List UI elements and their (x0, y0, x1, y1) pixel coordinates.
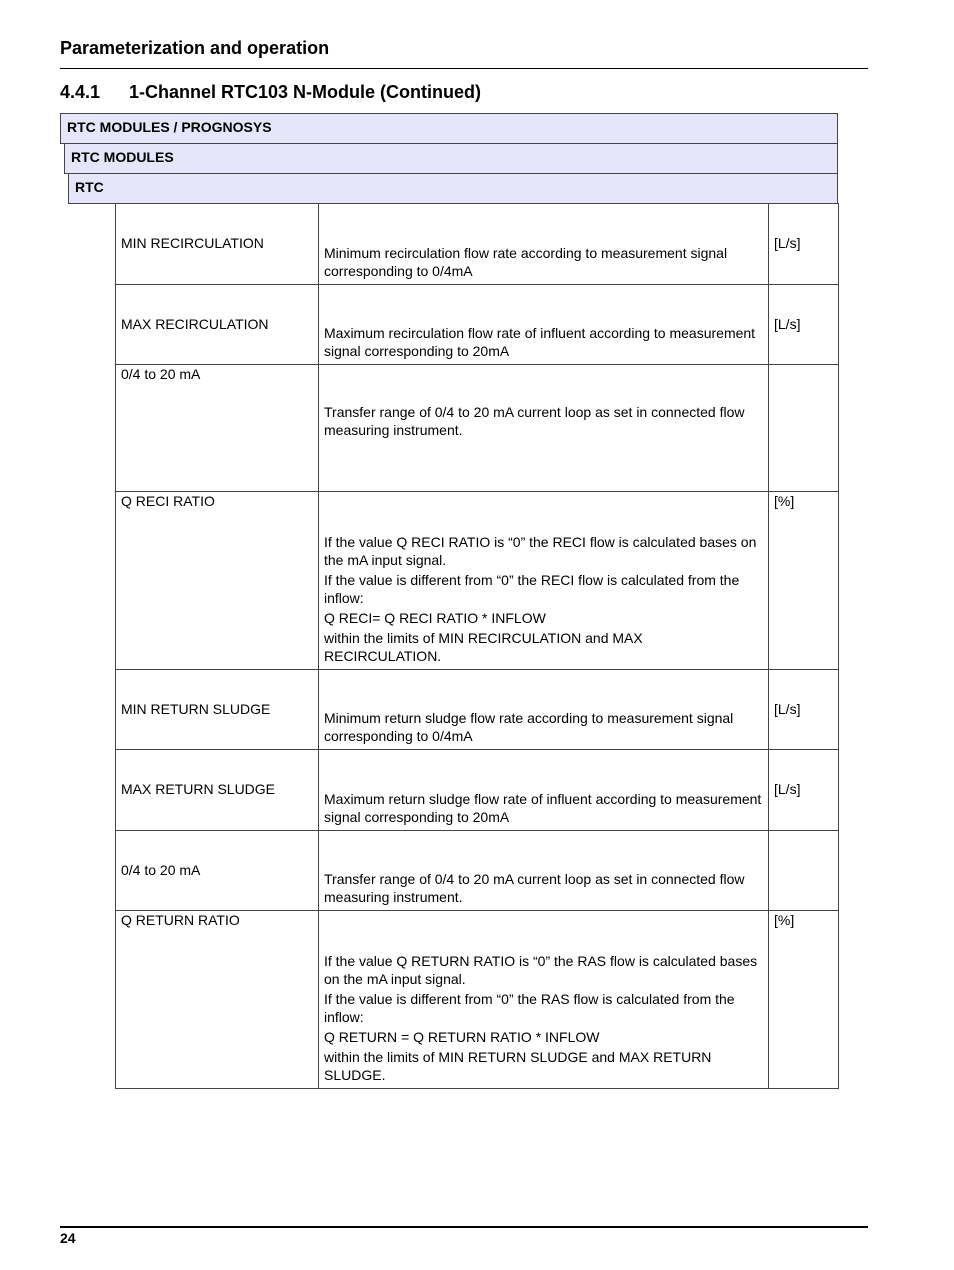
param-name: MIN RETURN SLUDGE (116, 670, 319, 750)
param-description: Transfer range of 0/4 to 20 mA current loop as set in connected flow measuring instrument. (319, 831, 769, 911)
menu-path-level-2: RTC MODULES (64, 143, 838, 174)
param-name: MAX RETURN SLUDGE (116, 750, 319, 831)
menu-path-level-3: RTC (68, 173, 838, 204)
table-row (116, 831, 839, 911)
param-name: 0/4 to 20 mA (116, 365, 319, 492)
param-unit: [L/s] (769, 670, 839, 750)
page-number: 24 (60, 1230, 76, 1246)
param-description: Transfer range of 0/4 to 20 mA current loop as set in connected flow measuring instrument. (319, 365, 769, 492)
param-unit (769, 831, 839, 911)
param-description: Maximum return sludge flow rate of influent according to measurement signal corresponding to 20mA (319, 750, 769, 831)
param-description: Maximum recirculation flow rate of influent according to measurement signal corresponding to 20mA (319, 285, 769, 365)
table-row (116, 670, 839, 750)
param-name: Q RECI RATIO (116, 492, 319, 670)
table-row (116, 365, 839, 492)
menu-path-level-1: RTC MODULES / PROGNOSYS (60, 113, 838, 144)
param-unit: [L/s] (769, 204, 839, 285)
section-title (60, 82, 481, 103)
footer-divider (60, 1226, 868, 1228)
param-name: MAX RECIRCULATION (116, 285, 319, 365)
param-description: If the value Q RECI RATIO is “0” the RECI flow is calculated bases on the mA input signal. If the value is different from “0” the RECI flow is calculated from the inflow: Q RECI= Q RECI RATIO * INFLOW within the limits of MIN RECIRCULATION and MAX RECIRCULATION. (319, 492, 769, 670)
section-heading: 1-Channel RTC103 N-Module (Continued) (129, 82, 481, 102)
header-divider (60, 68, 868, 69)
table-row (116, 492, 839, 670)
param-description: If the value Q RETURN RATIO is “0” the RAS flow is calculated bases on the mA input signal. If the value is different from “0” the RAS flow is calculated from the inflow: Q RETURN = Q RETURN RATIO * INFLOW within the limits of MIN RETURN SLUDGE and MAX RETURN SLUDGE. (319, 911, 769, 1089)
param-description: Minimum recirculation flow rate according to measurement signal corresponding to 0/4mA (319, 204, 769, 285)
parameter-table (115, 203, 839, 1089)
param-unit: [L/s] (769, 285, 839, 365)
page-header-title: Parameterization and operation (60, 38, 330, 58)
table-row (116, 911, 839, 1089)
param-name: 0/4 to 20 mA (116, 831, 319, 911)
param-unit: [L/s] (769, 750, 839, 831)
param-unit (769, 365, 839, 492)
table-row (116, 750, 839, 831)
param-name: MIN RECIRCULATION (116, 204, 319, 285)
table-row (116, 204, 839, 285)
param-name: Q RETURN RATIO (116, 911, 319, 1089)
table-row (116, 285, 839, 365)
section-number: 4.4.1 (60, 82, 101, 102)
param-unit: [%] (769, 492, 839, 670)
param-description: Minimum return sludge flow rate according to measurement signal corresponding to 0/4mA (319, 670, 769, 750)
param-unit: [%] (769, 911, 839, 1089)
